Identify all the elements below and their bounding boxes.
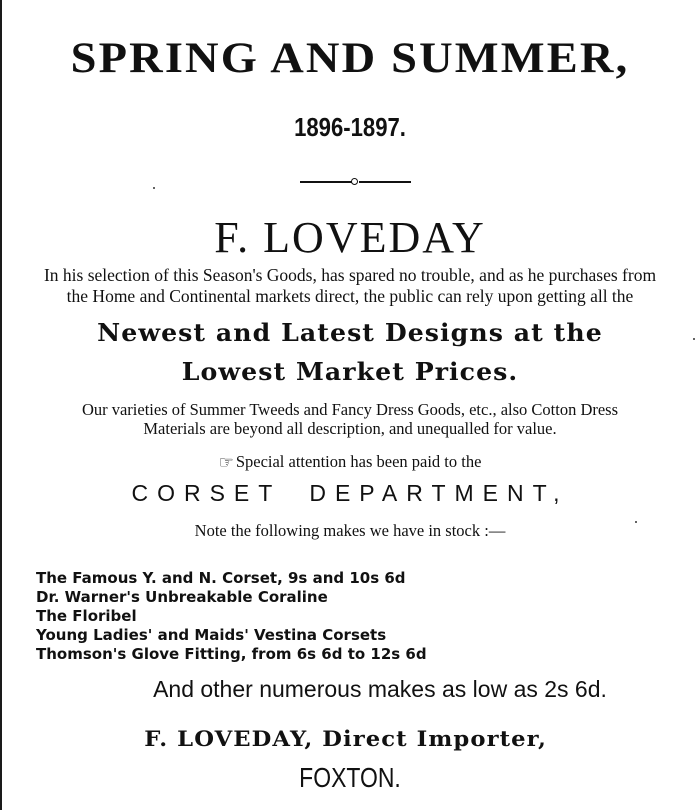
town-name: FOXTON. [299,762,401,793]
corset-makes-list [36,569,427,664]
corset-department-heading [0,480,700,507]
print-speck [635,521,637,523]
pointing-hand-icon: ☞ [218,453,234,472]
list-item: Thomson's Glove Fitting, from 6s 6d to 12s 6d [36,645,427,663]
varieties-line-1: Our varieties of Summer Tweeds and Fancy Dress Goods, etc., also Cotton Dress [81,400,619,419]
varieties-paragraph [0,400,700,438]
intro-line-2: the Home and Continental markets direct, the public can rely upon getting all the [66,286,634,306]
list-item: The Famous Y. and N. Corset, 9s and 10s 6d [36,569,406,587]
department-word: DEPARTMENT, [309,480,569,506]
season-years: 1896-1897. [294,112,406,142]
corset-word: CORSET [131,480,282,506]
intro-line-1: In his selection of this Season's Goods, has spared no trouble, and as he purchases from [43,265,657,285]
headline: SPRING AND SUMMER, [70,35,630,82]
ornamental-divider [0,180,700,184]
list-item: The Floribel [36,607,137,625]
divider-line-left [300,181,352,183]
merchant-name: F. LOVEDAY [214,213,486,262]
special-attention-text: Special attention has been paid to the [235,452,482,471]
print-speck [693,338,695,340]
highlight-line-1: Newest and Latest Designs at the [97,318,603,347]
print-speck [153,187,155,189]
special-attention-line [0,452,700,473]
divider-knot [351,178,358,185]
stock-note: Note the following makes we have in stock :— [194,521,506,540]
varieties-line-2: Materials are beyond all description, and unequalled for value. [143,419,557,438]
list-item: Young Ladies' and Maids' Vestina Corsets [36,626,387,644]
other-makes-line: And other numerous makes as low as 2s 6d. [153,676,607,702]
intro-paragraph [0,265,700,307]
importer-signature: F. LOVEDAY, Direct Importer, [144,726,548,751]
divider-line-right [359,181,411,183]
list-item: Dr. Warner's Unbreakable Coraline [36,588,328,606]
highlight-line-2: Lowest Market Prices. [181,357,519,386]
